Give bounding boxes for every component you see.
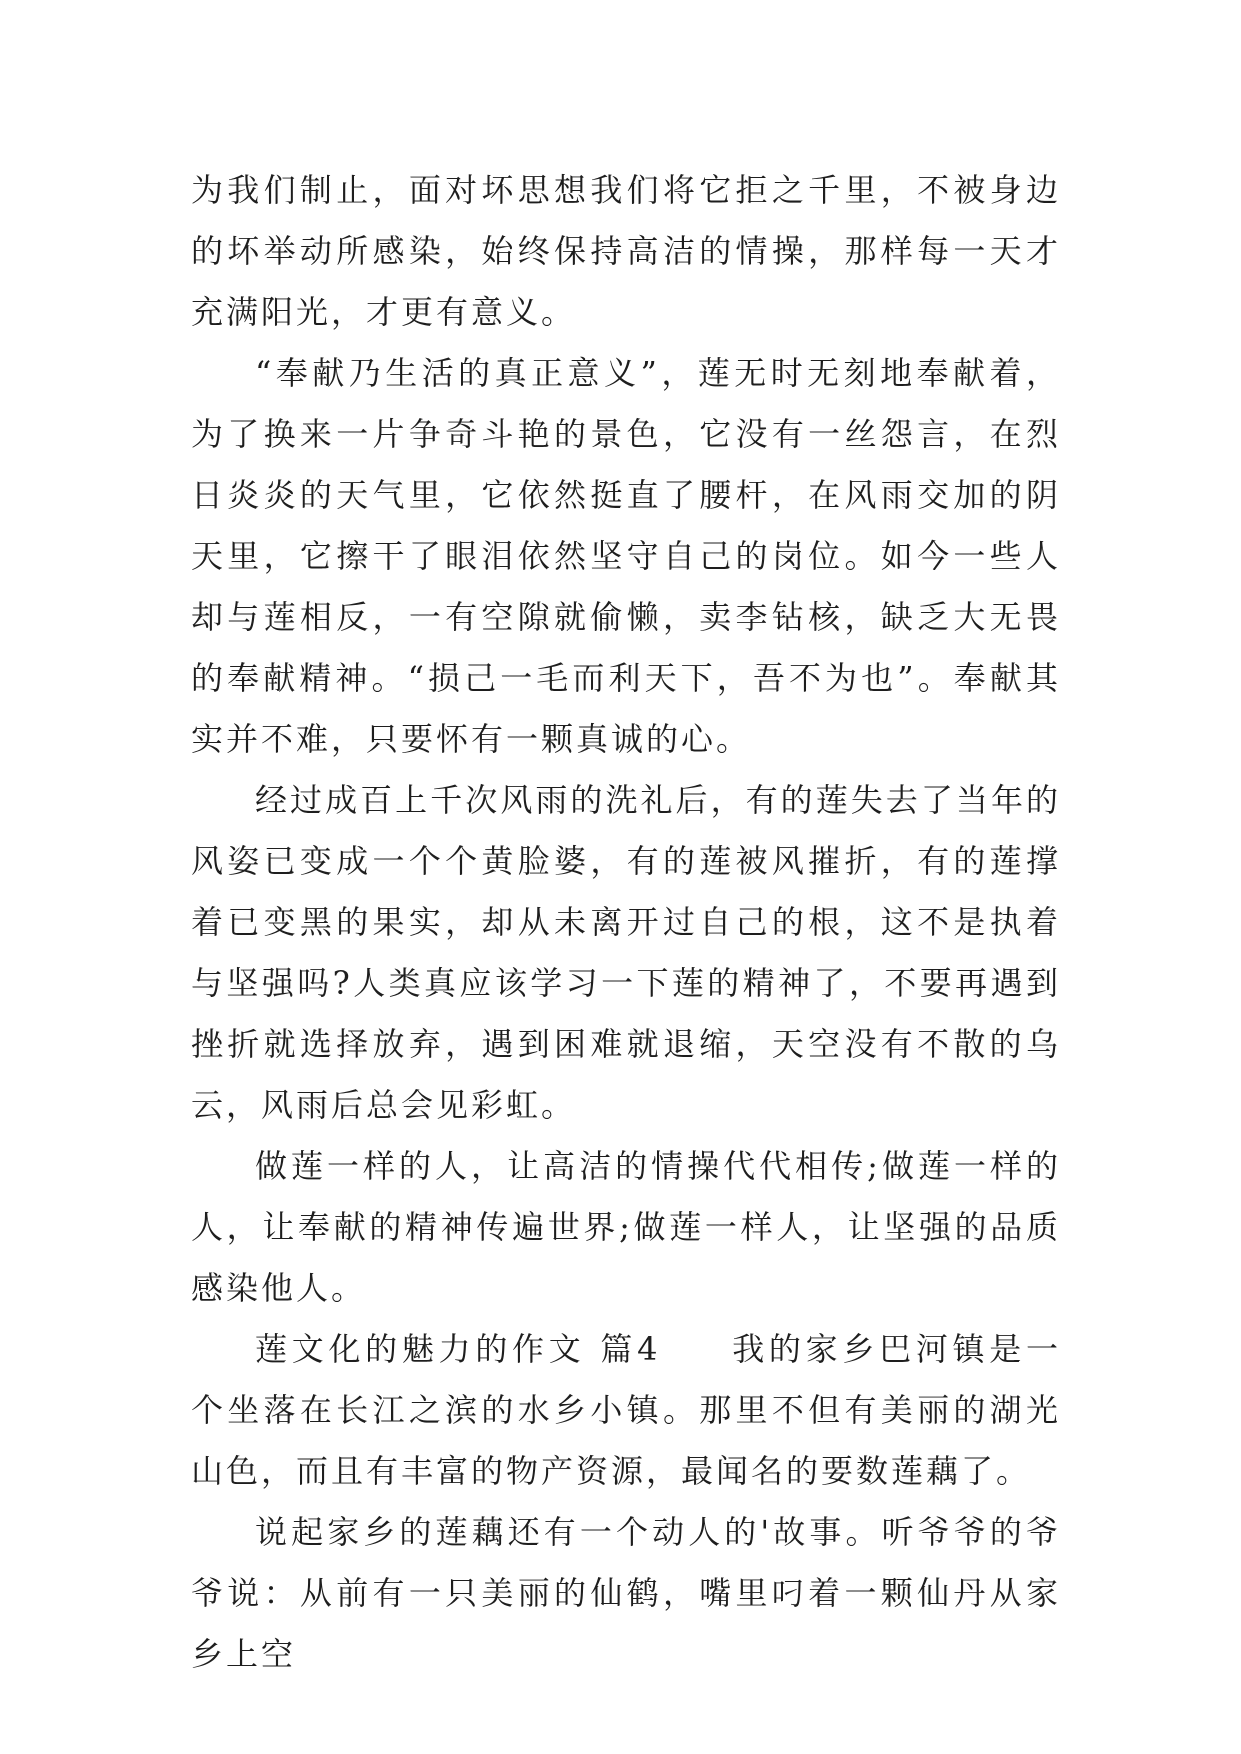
section-heading: 莲文化的魅力的作文 篇4 (255, 1330, 661, 1368)
paragraph-6: 说起家乡的莲藕还有一个动人的'故事。听爷爷的爷爷说：从前有一只美丽的仙鹤，嘴里叼着一颗仙丹从家乡上空 (191, 1513, 1061, 1673)
essay-text (191, 160, 1061, 1685)
paragraph-2: “奉献乃生活的真正意义”，莲无时无刻地奉献着，为了换来一片争奇斗艳的景色，它没有一丝怨言，在烈日炎炎的天气里，它依然挺直了腰杆，在风雨交加的阴天里，它擦干了眼泪依然坚守自己的岗位。如今一些人却与莲相反，一有空隙就偷懒，卖李钻核，缺乏大无畏的奉献精神。“损己一毛而利天下，吾不为也”。奉献其实并不难，只要怀有一颗真诚的心。 (191, 354, 1061, 758)
paragraph-1: 为我们制止，面对坏思想我们将它拒之千里，不被身边的坏举动所感染，始终保持高洁的情操，那样每一天才充满阳光，才更有意义。 (191, 171, 1061, 331)
paragraph-3: 经过成百上千次风雨的洗礼后，有的莲失去了当年的风姿已变成一个个黄脸婆，有的莲被风摧折，有的莲撑着已变黑的果实，却从未离开过自己的根，这不是执着与坚强吗?人类真应该学习一下莲的精神了，不要再遇到挫折就选择放弃，遇到困难就退缩，天空没有不散的乌云，风雨后总会见彩虹。 (191, 781, 1061, 1124)
paragraph-5 (191, 1319, 1061, 1502)
section-body: 我的家乡巴河镇是一个坐落在长江之滨的水乡小镇。那里不但有美丽的湖光山色，而且有丰富的物产资源，最闻名的要数莲藕了。 (191, 1330, 1061, 1490)
paragraph-4: 做莲一样的人，让高洁的情操代代相传;做莲一样的人，让奉献的精神传遍世界;做莲一样人，让坚强的品质感染他人。 (191, 1147, 1061, 1307)
